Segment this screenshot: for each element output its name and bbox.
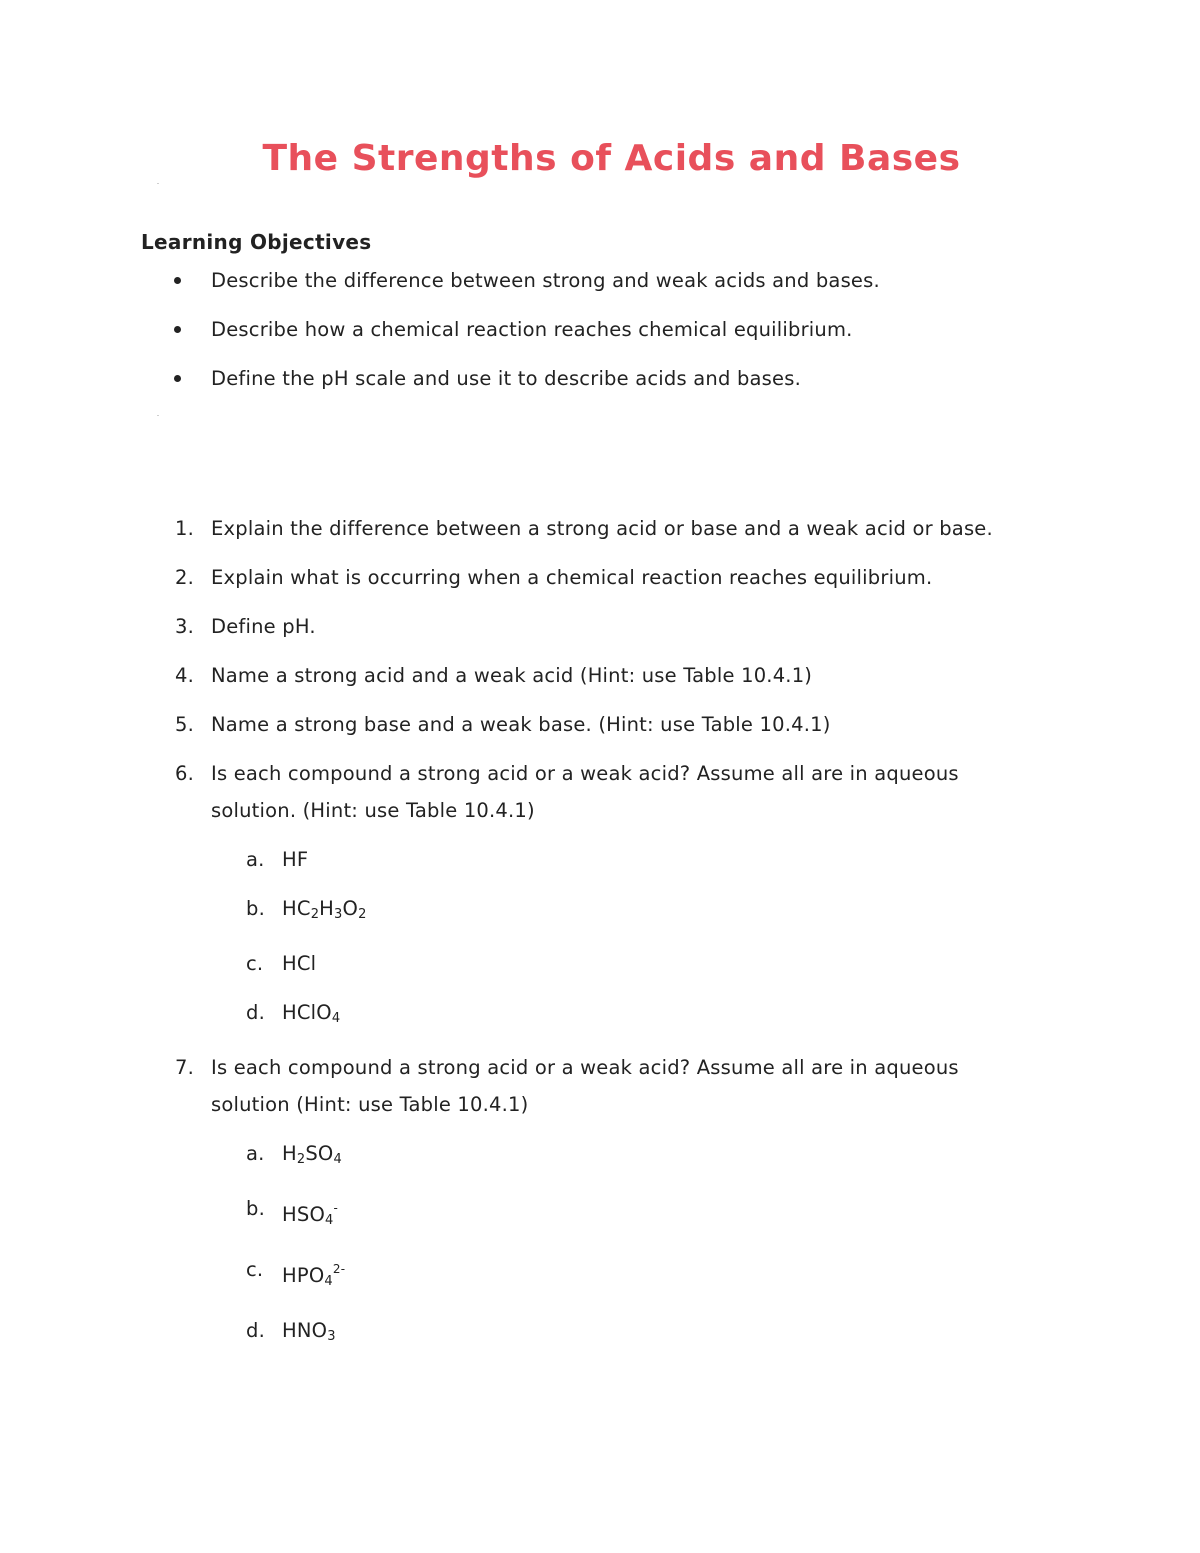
chemical-formula: HF [282,848,309,871]
anchor-mark [157,415,159,416]
compound-letter: d. [246,1001,265,1024]
question-number: 7. [175,1056,195,1079]
compound-item [0,1312,1040,1355]
bullet-icon [174,326,181,333]
chemical-formula: $HC_2H_3O_2$ [282,897,367,922]
chemical-formula: $HNO_3$ [282,1319,336,1344]
questions-list [0,510,1200,1367]
question-text: Explain what is occurring when a chemical reaction reaches equilibrium. [211,566,933,589]
compound-letter: a. [246,1142,265,1165]
objective-item [0,313,1200,346]
question-item [0,706,1200,743]
question-number: 6. [175,762,195,785]
compound-item [0,994,1040,1037]
question-number: 3. [175,615,195,638]
compound-list [211,841,1040,1037]
compound-letter: a. [246,848,265,871]
question-text: Name a strong acid and a weak acid (Hint: use Table 10.4.1) [211,664,813,687]
bullet-icon [174,375,181,382]
compound-item [0,1135,1040,1178]
question-number: 1. [175,517,195,540]
objective-item [0,264,1200,297]
chemical-formula: HClO$_4$ [282,1001,341,1026]
question-number: 4. [175,664,195,687]
question-text: Name a strong base and a weak base. (Hint: use Table 10.4.1) [211,713,831,736]
chemical-formula: $H_2SO_4$ [282,1142,342,1167]
compound-letter: c. [246,1258,264,1281]
compound-letter: c. [246,952,264,975]
compound-item [0,1251,1040,1300]
chemical-formula: HCl [282,952,317,975]
question-item [0,1049,1200,1355]
compound-letter: b. [246,897,265,920]
document-title: The Strengths of Acids and Bases [262,138,961,179]
compound-item [0,1190,1040,1239]
anchor-mark [157,183,159,184]
question-item [0,755,1200,1037]
bullet-icon [174,277,181,284]
objective-item [0,362,1200,395]
question-text: Define pH. [211,615,316,638]
objectives-list [0,264,1200,411]
compound-letter: b. [246,1197,265,1220]
question-text: Explain the difference between a strong acid or base and a weak acid or base. [211,517,993,540]
question-item [0,510,1200,547]
objectives-heading: Learning Objectives [141,230,372,254]
compound-item [0,890,1040,933]
question-number: 2. [175,566,195,589]
question-text: Is each compound a strong acid or a weak acid? Assume all are in aqueous solution. (Hint: use Table 10.4.1) [211,762,959,822]
objective-text: Describe the difference between strong and weak acids and bases. [211,269,880,292]
compound-item [0,841,1040,878]
chemical-formula: $HSO_4^-$ [282,1201,339,1228]
compound-item [0,945,1040,982]
chemical-formula: $HPO_4^{2-}$ [282,1262,346,1289]
question-item [0,559,1200,596]
objective-text: Describe how a chemical reaction reaches chemical equilibrium. [211,318,853,341]
question-item [0,608,1200,645]
question-number: 5. [175,713,195,736]
question-text: Is each compound a strong acid or a weak acid? Assume all are in aqueous solution (Hint: use Table 10.4.1) [211,1056,959,1116]
compound-list [211,1135,1040,1355]
objective-text: Define the pH scale and use it to describe acids and bases. [211,367,801,390]
question-item [0,657,1200,694]
compound-letter: d. [246,1319,265,1342]
